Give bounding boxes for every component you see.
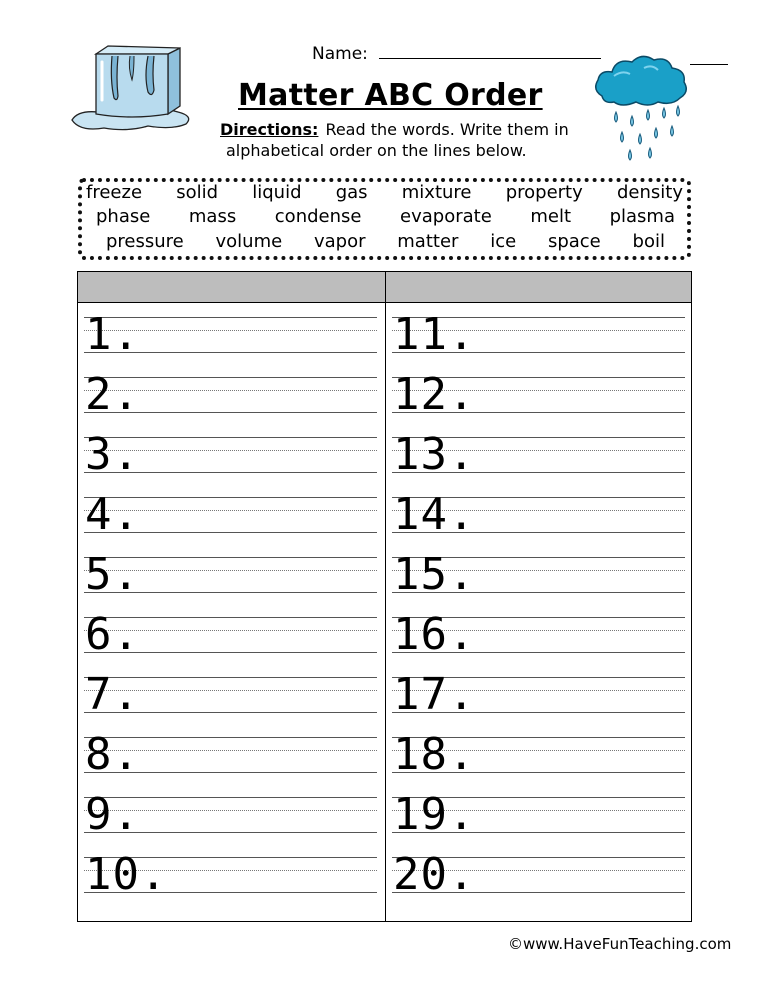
answer-number: 16. [393,609,476,660]
word-bank-row-3 [106,231,665,252]
word: liquid [252,182,302,203]
answer-number: 8. [85,729,140,780]
answer-line[interactable] [386,483,691,543]
answer-number: 3. [85,429,140,480]
answer-line[interactable] [78,543,383,603]
word: space [547,231,601,252]
answer-number: 5. [85,549,140,600]
answer-number: 17. [393,669,476,720]
answer-line[interactable] [386,423,691,483]
answer-table [77,271,692,922]
directions-line-1 [220,120,569,139]
answer-line[interactable] [78,663,383,723]
answer-line[interactable] [78,603,383,663]
word: vapor [313,231,366,252]
word: pressure [106,231,184,252]
word: mixture [401,182,472,203]
word: freeze [86,182,143,203]
answer-line[interactable] [78,483,383,543]
answer-number: 14. [393,489,476,540]
right-column [386,303,691,921]
directions-label: Directions: [220,120,319,139]
answer-number: 7. [85,669,140,720]
word: phase [96,206,151,227]
extra-blank[interactable] [690,64,728,65]
directions-line-2: alphabetical order on the lines below. [226,141,527,160]
rain-cloud-icon [592,52,692,164]
word: solid [176,182,219,203]
answer-line[interactable] [78,363,383,423]
answer-line[interactable] [78,783,383,843]
word: density [616,182,683,203]
answer-number: 12. [393,369,476,420]
answer-number: 1. [85,309,140,360]
answer-line[interactable] [386,603,691,663]
word: ice [490,231,517,252]
page-title: Matter ABC Order [238,78,543,113]
word: condense [274,206,362,227]
directions-text-1: Read the words. Write them in [325,120,569,139]
name-field[interactable] [312,44,601,64]
word-bank-row-1 [86,182,683,203]
name-label: Name: [312,44,368,64]
answer-number: 19. [393,789,476,840]
word: gas [335,182,368,203]
answer-line[interactable] [386,783,691,843]
answer-number: 20. [393,849,476,900]
answer-number: 11. [393,309,476,360]
answer-line[interactable] [386,843,691,903]
word: matter [397,231,459,252]
word: volume [215,231,283,252]
name-blank[interactable] [379,44,601,59]
answer-number: 4. [85,489,140,540]
answer-line[interactable] [386,303,691,363]
word: property [505,182,583,203]
word-bank [78,178,691,260]
word: boil [632,231,665,252]
answer-number: 15. [393,549,476,600]
copyright-footer: ©www.HaveFunTeaching.com [508,935,732,953]
answer-line[interactable] [78,423,383,483]
answer-line[interactable] [386,543,691,603]
answer-line[interactable] [386,663,691,723]
word: mass [188,206,237,227]
answer-number: 2. [85,369,140,420]
word: melt [530,206,572,227]
answer-line[interactable] [386,723,691,783]
answer-line[interactable] [78,723,383,783]
word-bank-row-2 [96,206,675,227]
answer-number: 6. [85,609,140,660]
answer-line[interactable] [78,843,383,903]
word: plasma [609,206,675,227]
answer-number: 9. [85,789,140,840]
melting-ice-icon [68,40,198,135]
answer-number: 13. [393,429,476,480]
answer-number: 18. [393,729,476,780]
answer-line[interactable] [78,303,383,363]
word: evaporate [400,206,492,227]
answer-number: 10. [85,849,168,900]
answer-line[interactable] [386,363,691,423]
left-column [78,303,383,921]
